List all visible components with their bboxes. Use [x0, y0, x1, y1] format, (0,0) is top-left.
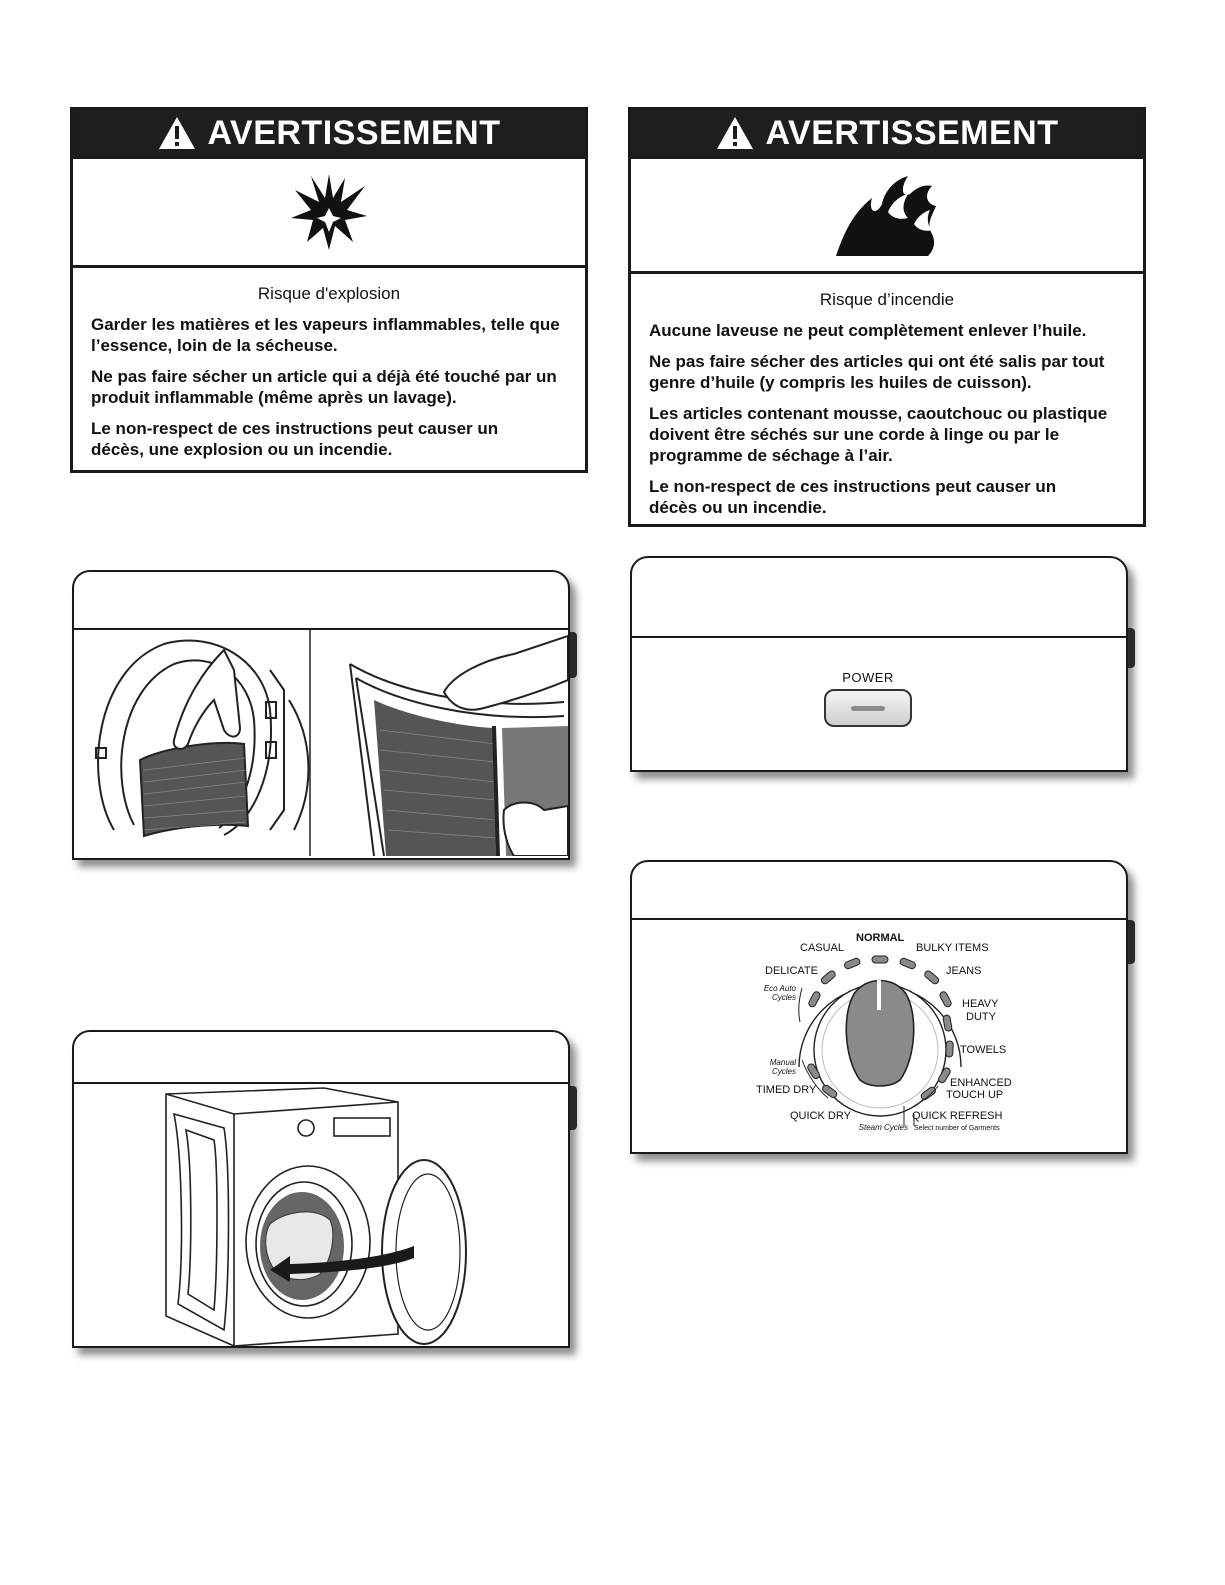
warning-box-explosion	[70, 107, 588, 473]
cycle-group-eco-auto: Eco Auto	[763, 984, 796, 993]
hazard-icon-row	[73, 156, 585, 268]
warning-title: AVERTISSEMENT	[207, 113, 501, 152]
cycle-label-heavy: HEAVY	[962, 998, 999, 1010]
cycle-label-bulky-items: BULKY ITEMS	[916, 942, 989, 954]
cycle-label-normal: NORMAL	[856, 932, 905, 944]
step-card-tab	[632, 558, 1126, 638]
cycle-label-quick-refresh: QUICK REFRESH	[912, 1110, 1003, 1122]
dryer-loading-illustration	[74, 1084, 568, 1346]
step-card-cycle-dial	[630, 860, 1128, 1154]
power-control	[818, 670, 918, 727]
lint-filter-illustration	[74, 630, 568, 856]
power-label: POWER	[842, 670, 894, 685]
warning-triangle-icon	[157, 115, 197, 151]
power-button[interactable]	[824, 689, 912, 727]
power-button-indicator	[851, 706, 885, 711]
warning-header	[631, 110, 1143, 156]
cycle-label-towels: TOWELS	[960, 1044, 1007, 1056]
card-edge-shadow	[570, 632, 577, 678]
cycle-label-quick-dry: QUICK DRY	[790, 1110, 851, 1122]
warning-title: AVERTISSEMENT	[765, 113, 1059, 152]
cycle-group-eco-cycles: Cycles	[771, 993, 796, 1002]
cycle-label-timed-dry: TIMED DRY	[756, 1084, 817, 1096]
cycle-group-manual-cycles: Cycles	[771, 1067, 796, 1076]
cycle-group-steam: Steam Cycles	[858, 1123, 908, 1132]
step-card-loading	[72, 1030, 570, 1348]
warning-paragraph: Aucune laveuse ne peut complètement enlever l’huile.	[649, 321, 1087, 340]
hazard-icon-row	[631, 156, 1143, 274]
warning-subtitle: Risque d'explosion	[257, 284, 401, 303]
step-card-power	[630, 556, 1128, 772]
cycle-label-delicate: DELICATE	[765, 965, 818, 977]
warning-subtitle: Risque d’incendie	[819, 290, 955, 309]
card-edge-shadow	[1128, 628, 1135, 668]
cycle-label-duty: DUTY	[966, 1011, 996, 1023]
warning-paragraph: Garder les matières et les vapeurs inflammables, telle que l’essence, loin de la sécheuse.	[91, 315, 560, 355]
warning-box-fire	[628, 107, 1146, 527]
explosion-icon	[289, 172, 369, 252]
warning-triangle-icon	[715, 115, 755, 151]
cycle-label-touch-up: TOUCH UP	[946, 1089, 1004, 1101]
card-edge-shadow	[570, 1086, 577, 1130]
warning-paragraph: Ne pas faire sécher des articles qui ont été salis par tout genre d’huile (y compris les huiles de cuisson).	[649, 352, 1105, 392]
warning-paragraph: Le non-respect de ces instructions peut causer un décès ou un incendie.	[649, 477, 1057, 517]
fire-icon	[832, 172, 942, 258]
warning-paragraph: Le non-respect de ces instructions peut causer un décès, une explosion ou un incendie.	[91, 419, 499, 459]
cycle-group-garments-note: Select number of Garments	[914, 1125, 1000, 1132]
warning-paragraph: Les articles contenant mousse, caoutchouc ou plastique doivent être séchés sur une corde à linge ou par le programme de séchage à l’air.	[649, 404, 1108, 465]
cycle-label-enhanced: ENHANCED	[950, 1077, 1012, 1089]
cycle-dial-graphic	[632, 862, 1130, 1152]
step-card-tab	[74, 572, 568, 630]
step-card-tab	[74, 1032, 568, 1084]
warning-paragraph: Ne pas faire sécher un article qui a déjà été touché par un produit inflammable (même après un lavage).	[91, 367, 557, 407]
warning-header	[73, 110, 585, 156]
cycle-label-jeans: JEANS	[946, 965, 982, 977]
cycle-group-manual: Manual	[769, 1058, 796, 1067]
step-card-lint-filter	[72, 570, 570, 860]
cycle-label-casual: CASUAL	[800, 942, 845, 954]
